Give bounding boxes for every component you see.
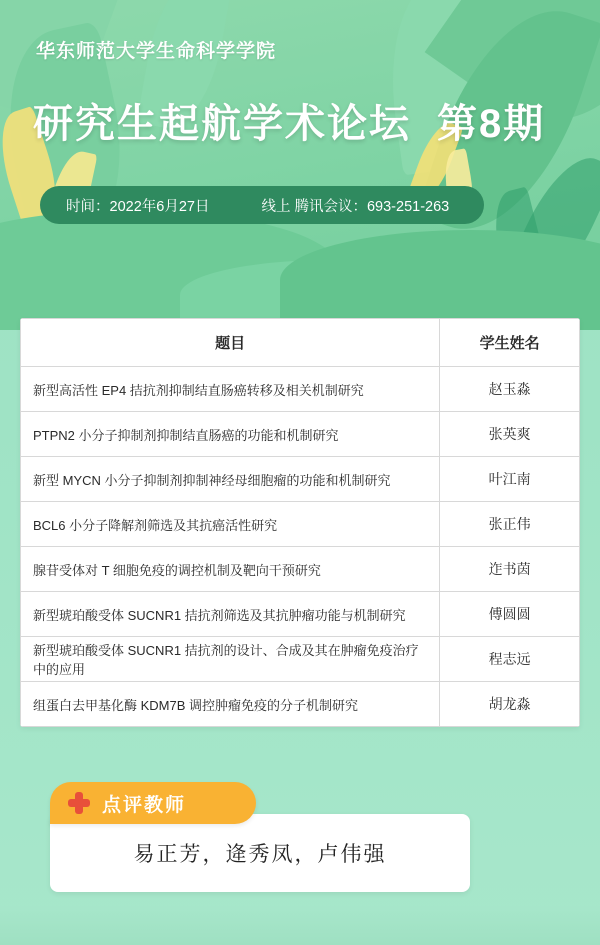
table-row bbox=[21, 412, 580, 457]
cell-student: 傅圆圆 bbox=[440, 592, 580, 637]
bottom-decoration bbox=[0, 905, 600, 945]
schedule-table bbox=[20, 318, 580, 727]
table-header-row bbox=[21, 319, 580, 367]
table-row bbox=[21, 457, 580, 502]
column-header-student: 学生姓名 bbox=[440, 319, 580, 367]
grass-decoration bbox=[0, 220, 600, 330]
table-row bbox=[21, 547, 580, 592]
cell-topic: 新型高活性 EP4 拮抗剂抑制结直肠癌转移及相关机制研究 bbox=[21, 367, 440, 412]
teacher-names: 易正芳，逄秀凤，卢伟强 bbox=[133, 843, 387, 866]
table-row bbox=[21, 682, 580, 727]
teacher-tag bbox=[50, 782, 256, 824]
cell-topic: 新型琥珀酸受体 SUCNR1 拮抗剂的设计、合成及其在肿瘤免疫治疗中的应用 bbox=[21, 637, 440, 682]
issue-number: 第8期 bbox=[437, 102, 546, 146]
cell-topic: BCL6 小分子降解剂筛选及其抗癌活性研究 bbox=[21, 502, 440, 547]
cell-student: 张英爽 bbox=[440, 412, 580, 457]
cell-topic: 腺苷受体对 T 细胞免疫的调控机制及靶向干预研究 bbox=[21, 547, 440, 592]
cell-topic: 新型 MYCN 小分子抑制剂抑制神经母细胞瘤的功能和机制研究 bbox=[21, 457, 440, 502]
cell-student: 胡龙淼 bbox=[440, 682, 580, 727]
column-header-topic: 题目 bbox=[21, 319, 440, 367]
teacher-section bbox=[50, 782, 470, 892]
table-row bbox=[21, 637, 580, 682]
cell-student: 叶江南 bbox=[440, 457, 580, 502]
cell-student: 赵玉淼 bbox=[440, 367, 580, 412]
cell-student: 张正伟 bbox=[440, 502, 580, 547]
event-meeting-id: 线上 腾讯会议：693-251-263 bbox=[261, 198, 450, 215]
table-row bbox=[21, 592, 580, 637]
schedule-table-container bbox=[20, 318, 580, 727]
teacher-tag-label: 点评教师 bbox=[102, 794, 187, 816]
table-row bbox=[21, 367, 580, 412]
cell-topic: 新型琥珀酸受体 SUCNR1 拮抗剂筛选及其抗肿瘤功能与机制研究 bbox=[21, 592, 440, 637]
title-text: 研究生起航学术论坛 bbox=[33, 102, 411, 146]
table-row bbox=[21, 502, 580, 547]
event-time: 时间：2022年6月27日 bbox=[66, 198, 210, 215]
cell-student: 程志远 bbox=[440, 637, 580, 682]
cell-topic: 组蛋白去甲基化酶 KDM7B 调控肿瘤免疫的分子机制研究 bbox=[21, 682, 440, 727]
table-body bbox=[21, 367, 580, 727]
teacher-card bbox=[50, 814, 470, 892]
cell-student: 迮书茵 bbox=[440, 547, 580, 592]
event-info-bar bbox=[40, 186, 484, 224]
organization-name: 华东师范大学生命科学学院 bbox=[36, 41, 277, 62]
cross-icon bbox=[68, 792, 90, 814]
hill-shape bbox=[280, 230, 600, 330]
page-title bbox=[33, 92, 545, 149]
table-header bbox=[21, 319, 580, 367]
cell-topic: PTPN2 小分子抑制剂抑制结直肠癌的功能和机制研究 bbox=[21, 412, 440, 457]
